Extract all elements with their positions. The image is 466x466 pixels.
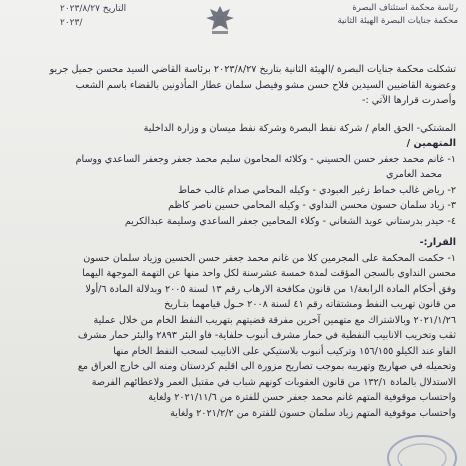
plaintiff-line: المشتكي- الحق العام / شركة نفط البصرة وشركة نفط ميسان و وزارة الداخلية — [143, 122, 456, 134]
decision-line: وتحميله في صهاريج وتهريبه بموجب تصاريح مزورة الى اقليم كردستان ومنه الى خارج العراق مع — [77, 361, 456, 372]
letterhead — [0, 0, 466, 60]
court-name-block — [337, 2, 458, 28]
decision-line: محسن النداوي بالسجن المؤقت لمدة خمسة عشرسنة لكل واحد منها عن التهمة الموجهة اليهما — [82, 268, 456, 279]
decision-line: وفق أحكام المادة الرابعة/١ من قانون مكافحة الارهاب رقم ١٣ لسنة ٢٠٠٥ وبدلالة المادة ٦/أولا — [85, 283, 456, 295]
court-line-1: رئاسة محكمة استئناف البصرة — [352, 3, 458, 13]
court-line-2: محكمة جنايات البصرة الهيئة الثانية — [337, 16, 458, 26]
decision-line: ثقب وتخريب الانابيب النفطية في حمار مشرف أنبوب حلفاية- فاو البئر ٢٨٩٣ والبئر حمار مشرف — [77, 330, 456, 341]
document-body — [6, 62, 456, 421]
accused-item: محمد العامري — [385, 169, 442, 180]
accused-item: ٢- رياض غالب خماط زغير العبودي - وكيله المحامي صدام غالب خماط — [178, 184, 456, 196]
decision-line: من قانون تهريب النفط ومشتقاته رقم ٤١ لسنة ٢٠٠٨ حـول قيامهما بتـاريخ — [164, 299, 456, 310]
court-stamp-icon — [382, 428, 462, 466]
intro-line-1: تشكلت محكمة جنايات البصرة /الهيئة الثانية بتاريخ ٢٠٢٣/٨/٢٧ برئاسة القاضي السيد محسن جميل جريو — [49, 64, 456, 75]
document-number: ٢٠٢٣/ — [60, 18, 83, 28]
accused-item: ١- غانم محمد جعفر حسن الحسيني - وكلائه المحامون سليم محمد جعفر وجعفر الساعدي ووسام — [75, 153, 456, 165]
eagle-emblem-icon — [200, 0, 240, 40]
decision-line: الاستدلال بالمادة ١٣٢/١ من قانون العقوبات كونهم شباب في مقتبل العمر ولاعطائهم الفرصة — [91, 376, 456, 388]
decision-heading: القرار:- — [419, 237, 456, 248]
intro-line-2: وعضوية القاضيين السيدين فلاح حسن مشو وفيصل سلمان عطار المأذونين بالقضاء باسم الشعب — [75, 79, 456, 91]
document-date: التاريخ ٢٠٢٣/٨/٢٧ — [60, 4, 127, 14]
intro-line-3: وأصدرت قرارها الآتي :- — [362, 95, 456, 106]
accused-item: ٣- زياد سلمان حسون محسن النداوي - وكيله المحامي حسين ناصر كاظم — [168, 200, 456, 211]
accused-item: ٤- حيدر بدرستاني عويد الشغاني - وكلاء المحامين جعفر الساعدي وسليمة عبدالكريم — [124, 215, 456, 227]
accused-heading: المتهمين / — [406, 138, 456, 149]
decision-line: واحتساب موقوفية المتهم زياد سلمان حسون للفترة من ٢٠٢١/٢/٢ ولغاية — [170, 407, 456, 419]
decision-line: ٢٠٢١/١/٢٦ وبالاشتراك مع متهمين آخرين مفرقة قضيتهم بتهريب النفط الخام من خلال عملية — [93, 314, 456, 326]
decision-line: الفاو عند الكيلو ١٥٦/١٥٥ وتركيب أنبوب بلاستيكي على الانابيب لسحب النفط الخام منها — [113, 345, 456, 357]
decision-line: واحتساب موقوفية المتهم غانم محمد جعفر حسن للفترة من ٢٠٢١/١١/٦ ولغاية — [148, 392, 456, 403]
decision-line: ١- حكمت المحكمة على المجرمين كلا من غانم محمد جعفر حسن الحسين وزياد سلمان حسون — [83, 252, 456, 264]
